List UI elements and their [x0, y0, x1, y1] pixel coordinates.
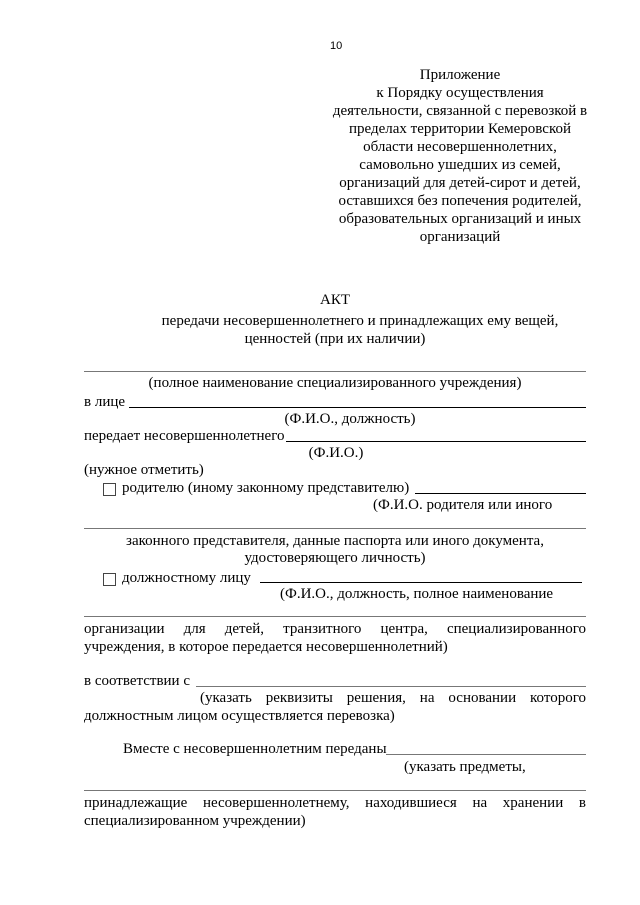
appendix-block	[305, 66, 615, 246]
representative-field[interactable]	[129, 407, 586, 408]
decision-hint-1: (указать реквизиты решения, на основании которого	[200, 690, 586, 706]
appendix-line: области несовершеннолетних,	[363, 139, 557, 155]
page-number: 10	[330, 40, 343, 52]
mark-needed-note: (нужное отметить)	[84, 462, 204, 478]
items-continuation-field[interactable]	[84, 790, 586, 791]
parent-checkbox[interactable]	[103, 483, 116, 496]
appendix-line: оставшихся без попечения родителей,	[338, 193, 582, 209]
official-checkbox[interactable]	[103, 573, 116, 586]
option-parent-label: родителю (иному законному представителю)	[122, 480, 410, 496]
minor-name-field[interactable]	[286, 441, 586, 442]
official-org-field[interactable]	[84, 616, 586, 617]
items-field[interactable]	[386, 754, 586, 755]
official-hint-3: учреждения, в которое передается несовершеннолетний)	[84, 639, 448, 655]
decision-hint-2: должностным лицом осуществляется перевозка)	[84, 708, 395, 724]
institution-hint: (полное наименование специализированного учреждения)	[148, 375, 522, 391]
act-heading: АКТ	[320, 292, 350, 308]
official-hint-2: организации для детей, транзитного центра, специализированного	[84, 621, 586, 637]
transfers-label: передает несовершеннолетнего	[84, 428, 285, 444]
appendix-line: образовательных организаций и иных	[338, 211, 582, 227]
official-hint-1: (Ф.И.О., должность, полное наименование	[280, 586, 554, 602]
appendix-line: деятельности, связанной с перевозкой в	[332, 103, 588, 119]
appendix-line: организаций для детей-сирот и детей,	[339, 175, 581, 191]
parent-name-field[interactable]	[415, 493, 586, 494]
represented-by-label: в лице	[84, 394, 126, 410]
appendix-line: Приложение	[419, 67, 501, 83]
items-hint-2: принадлежащие несовершеннолетнему, находившиеся на хранении в	[84, 795, 586, 811]
decision-field[interactable]	[196, 686, 586, 687]
items-hint-3: специализированном учреждении)	[84, 813, 306, 829]
act-title-line-2: ценностей (при их наличии)	[244, 331, 426, 347]
appendix-line: самовольно ушедших из семей,	[359, 157, 561, 173]
fio-position-hint: (Ф.И.О., должность)	[284, 411, 416, 427]
appendix-line: к Порядку осуществления	[376, 85, 544, 101]
items-label: Вместе с несовершеннолетним переданы	[123, 741, 387, 757]
appendix-line: организаций	[419, 229, 501, 245]
fio-hint: (Ф.И.О.)	[308, 445, 364, 461]
parent-hint-3: удостоверяющего личность)	[244, 550, 426, 566]
items-hint-1: (указать предметы,	[404, 759, 526, 775]
act-title-line-1: передачи несовершеннолетнего и принадлежащих ему вещей,	[161, 313, 559, 329]
parent-details-field[interactable]	[84, 528, 586, 529]
option-official-label: должностному лицу	[122, 570, 251, 586]
parent-hint-2: законного представителя, данные паспорта или иного документа,	[126, 533, 544, 549]
official-name-field[interactable]	[260, 582, 582, 583]
institution-name-field[interactable]	[84, 371, 586, 372]
accordance-label: в соответствии с	[84, 673, 190, 689]
appendix-line: пределах территории Кемеровской	[348, 121, 572, 137]
parent-hint-1: (Ф.И.О. родителя или иного	[373, 497, 553, 513]
